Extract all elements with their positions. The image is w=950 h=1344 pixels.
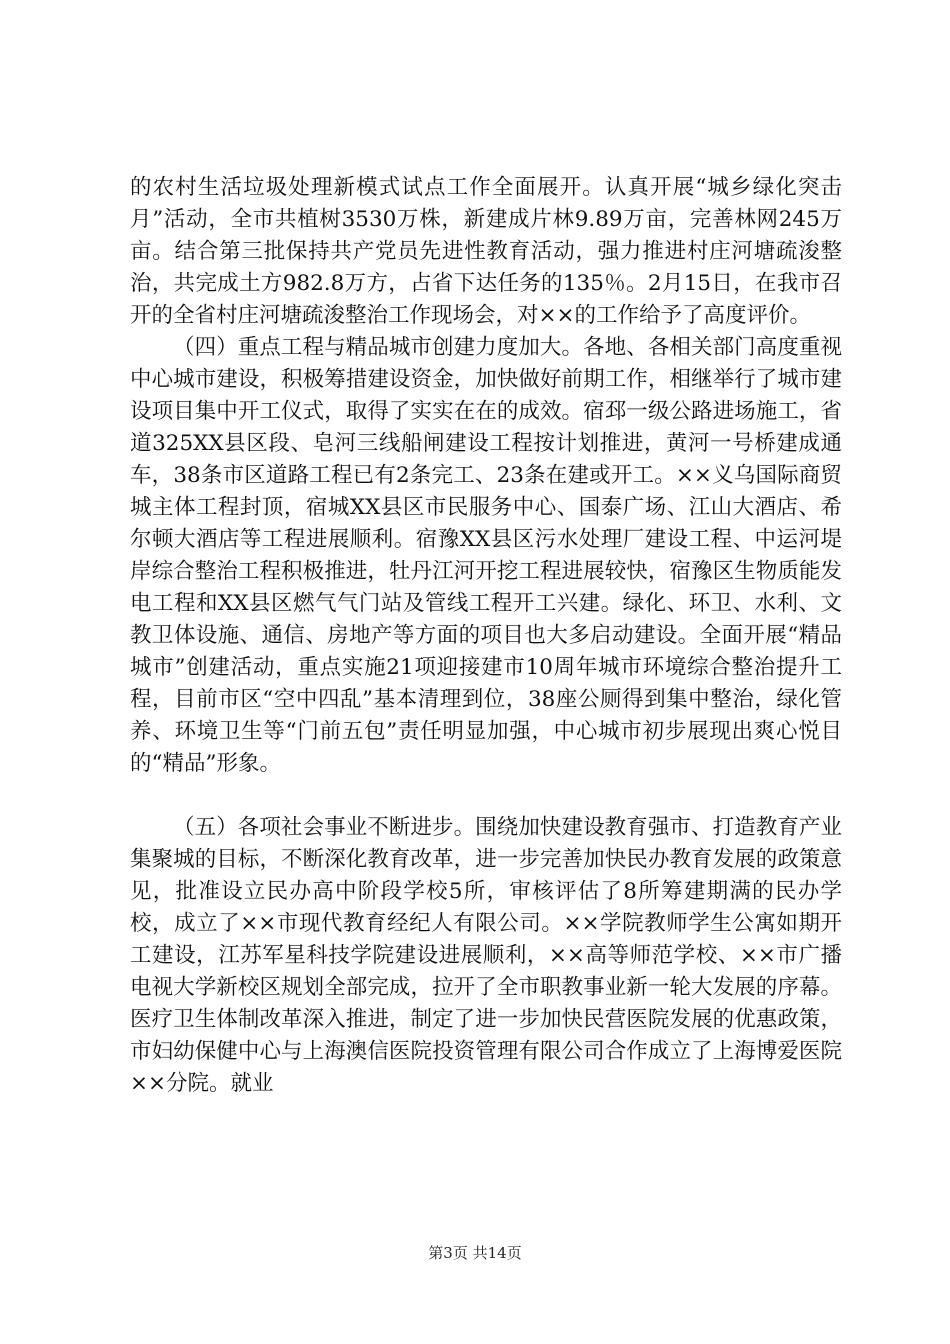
page-number-footer: 第3页 共14页 [428,1244,522,1262]
document-body [130,172,842,1100]
paragraph-continuation: 的农村生活垃圾处理新模式试点工作全面展开。认真开展“城乡绿化突击月”活动，全市共植树3530万株，新建成片林9.89万亩，完善林网245万亩。结合第三批保持共产党员先进性教育活动，强力推进村庄河塘疏浚整治，共完成土方982.8万方，占省下达任务的135％。2月15日，在我市召开的全省村庄河塘疏浚整治工作现场会，对××的工作给予了高度评价。 [130,175,842,328]
paragraph-section-four: （四）重点工程与精品城市创建力度加大。各地、各相关部门高度重视中心城市建设，积极筹措建设资金，加快做好前期工作，相继举行了城市建设项目集中开工仪式，取得了实实在在的成效。宿邳一级公路进场施工，省道325XX县区段、皂河三线船闸建设工程按计划推进，黄河一号桥建成通车，38条市区道路工程已有2条完工、23条在建或开工。××义乌国际商贸城主体工程封顶，宿城XX县区市民服务中心、国泰广场、江山大酒店、希尔顿大酒店等工程进展顺利。宿豫XX县区污水处理厂建设工程、中运河堤岸综合整治工程积极推进，牡丹江河开挖工程进展较快，宿豫区生物质能发电工程和XX县区燃气气门站及管线工程开工兴建。绿化、环卫、水利、文教卫体设施、通信、房地产等方面的项目也大多启动建设。全面开展“精品城市”创建活动，重点实施21项迎接建市10周年城市环境综合整治提升工程，目前市区“空中四乱”基本清理到位，38座公厕得到集中整治，绿化管养、环境卫生等“门前五包”责任明显加强，中心城市初步展现出爽心悦目的“精品”形象。 [130,335,842,776]
paragraph-section-five: （五）各项社会事业不断进步。围绕加快建设教育强市、打造教育产业集聚城的目标，不断深化教育改革，进一步完善加快民办教育发展的政策意见，批准设立民办高中阶段学校5所，审核评估了8所筹建期满的民办学校，成立了××市现代教育经纪人有限公司。××学院教师学生公寓如期开工建设，江苏军星科技学院建设进展顺利，××高等师范学校、××市广播电视大学新校区规划全部完成，拉开了全市职教事业新一轮大发展的序幕。医疗卫生体制改革深入推进，制定了进一步加快民营医院发展的优惠政策，市妇幼保健中心与上海澳信医院投资管理有限公司合作成立了上海博爱医院××分院。就业 [130,815,842,1096]
